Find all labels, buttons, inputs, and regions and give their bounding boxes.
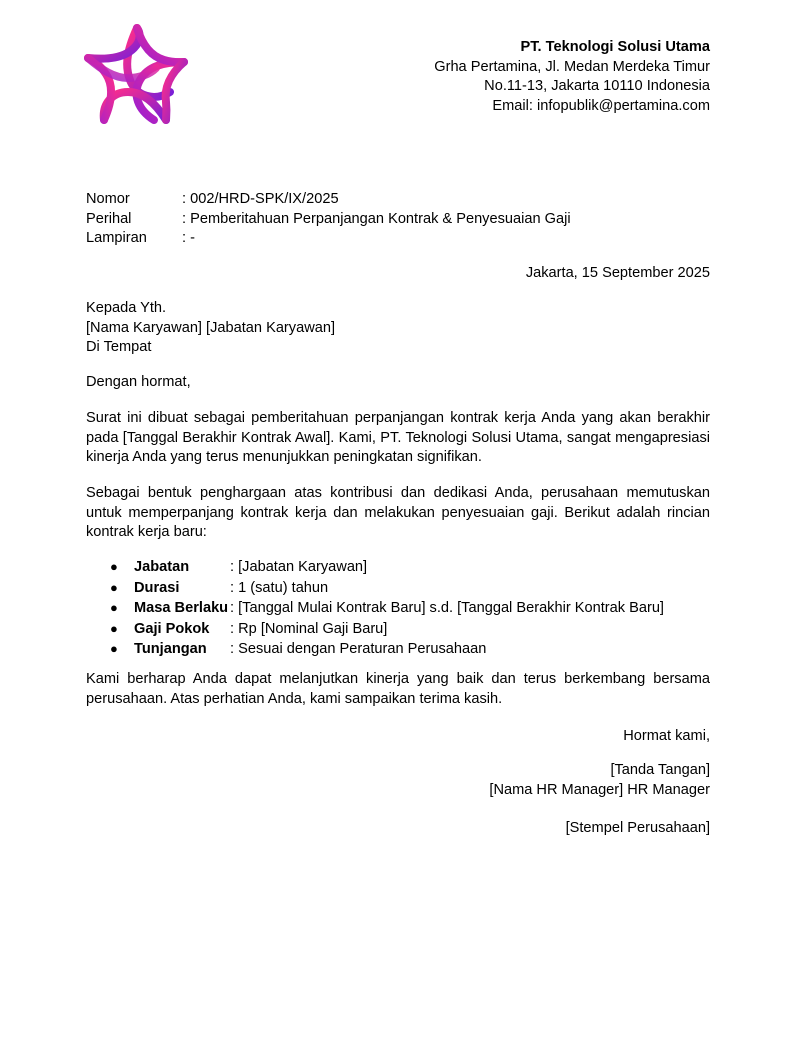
bullet-icon: ●	[110, 559, 118, 574]
detail-key: Masa Berlaku	[134, 600, 229, 616]
recipient-line-1: Kepada Yth.	[86, 300, 167, 316]
address-line-2: No.11-13, Jakarta 10110 Indonesia	[484, 78, 710, 94]
meta-label: Perihal	[86, 210, 132, 227]
meta-value: : Pemberitahuan Perpanjangan Kontrak & Penyesuaian Gaji	[182, 210, 571, 227]
detail-value: : 1 (satu) tahun	[230, 579, 329, 596]
meta-value: : -	[182, 230, 195, 246]
detail-value: : Rp [Nominal Gaji Baru]	[230, 620, 388, 637]
meta-row-lampiran	[86, 229, 571, 249]
list-item	[110, 578, 664, 599]
meta-row-perihal	[86, 210, 571, 230]
recipient-block	[86, 299, 335, 358]
address-line-1: Grha Pertamina, Jl. Medan Merdeka Timur	[434, 58, 710, 75]
meta-row-nomor	[86, 190, 571, 210]
meta-label: Lampiran	[86, 230, 147, 246]
list-item	[110, 557, 664, 578]
recipient-line-2: [Nama Karyawan] [Jabatan Karyawan]	[86, 319, 336, 336]
detail-value: : Sesuai dengan Peraturan Perusahaan	[230, 641, 487, 657]
company-name: PT. Teknologi Solusi Utama	[520, 39, 710, 55]
paragraph-closing: Kami berharap Anda dapat melanjutkan kinerja yang baik dan terus berkembang bersama perusahaan. Atas perhatian Anda, kami sampaikan terima kasih.	[86, 671, 710, 707]
detail-key: Tunjangan	[134, 641, 207, 657]
paragraph-intro: Surat ini dibuat sebagai pemberitahuan perpanjangan kontrak kerja Anda yang akan berakhir pada [Tanggal Berakhir Kontrak Awal]. Kami, PT. Teknologi Solusi Utama, sangat mengapresiasi kinerja Anda yang terus menunjukkan peningkatan signifikan.	[86, 410, 710, 465]
closing-salutation: Hormat kami,	[623, 728, 710, 744]
company-email: Email: infopublik@pertamina.com	[492, 97, 710, 114]
greeting: Dengan hormat,	[86, 374, 191, 390]
signature-block	[489, 761, 710, 800]
detail-value: : [Tanggal Mulai Kontrak Baru] s.d. [Tanggal Berakhir Kontrak Baru]	[230, 600, 664, 616]
meta-label: Nomor	[86, 191, 130, 207]
star-logo-icon	[84, 22, 190, 126]
meta-value: : 002/HRD-SPK/IX/2025	[182, 191, 339, 207]
recipient-line-3: Di Tempat	[86, 339, 152, 355]
signatory-name: [Nama HR Manager] HR Manager	[489, 781, 710, 798]
company-stamp: [Stempel Perusahaan]	[565, 820, 710, 836]
list-item	[110, 639, 664, 660]
list-item	[110, 598, 664, 619]
detail-key: Gaji Pokok	[134, 620, 210, 637]
list-item	[110, 619, 664, 640]
bullet-icon: ●	[110, 600, 118, 615]
signature-placeholder: [Tanda Tangan]	[610, 762, 710, 778]
letter-date: Jakarta, 15 September 2025	[525, 265, 710, 281]
detail-key: Jabatan	[134, 559, 190, 575]
letter-meta	[86, 190, 571, 249]
company-header	[434, 38, 710, 116]
detail-key: Durasi	[134, 579, 180, 596]
bullet-icon: ●	[110, 579, 118, 595]
bullet-icon: ●	[110, 620, 118, 636]
detail-value: : [Jabatan Karyawan]	[230, 559, 368, 575]
contract-details-list	[110, 557, 664, 660]
bullet-icon: ●	[110, 641, 118, 656]
paragraph-details-intro: Sebagai bentuk penghargaan atas kontribusi dan dedikasi Anda, perusahaan memutuskan untuk memperpanjang kontrak kerja dan melakukan penyesuaian gaji. Berikut adalah rincian kontrak kerja baru:	[86, 485, 710, 540]
